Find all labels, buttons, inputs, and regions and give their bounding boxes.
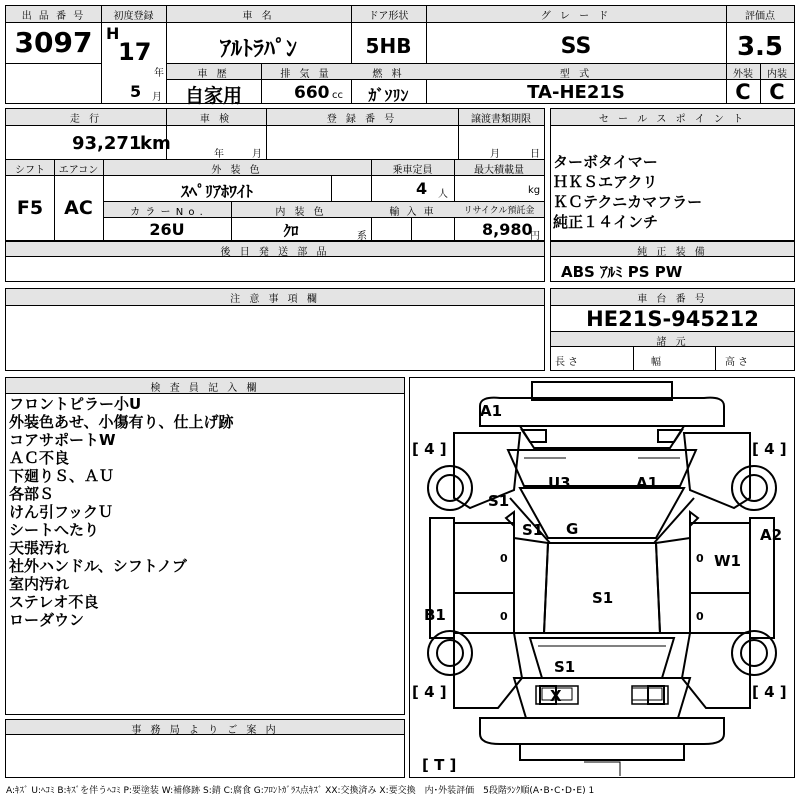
- capacity-label: 乗車定員: [392, 165, 433, 176]
- inspection-year-unit: 年: [214, 149, 224, 160]
- tire-tread-front-right: [ 4 ]: [752, 440, 787, 458]
- rear-panel-shape: [480, 718, 724, 744]
- recycle-label: リサイクル預託金: [463, 206, 535, 216]
- fuel-value: ｶﾞｿﾘﾝ: [368, 86, 409, 105]
- fuel-label: 燃 料: [372, 69, 405, 80]
- notes-box: [5, 288, 545, 371]
- hood-front-shape: [480, 398, 724, 426]
- damage-s1-roof: S1: [592, 589, 614, 607]
- recycle-value: 8,980: [482, 220, 533, 239]
- inspector-note-item: 下廻りＳ、ＡＵ: [9, 467, 115, 485]
- inspection-label: 車 検: [199, 114, 233, 125]
- damage-zero-left-door: 0: [500, 552, 508, 565]
- interior-color-value: ｸﾛ: [283, 222, 299, 240]
- kg-unit: kg: [528, 185, 541, 196]
- max-load-label: 最大積載量: [474, 165, 524, 176]
- capacity-value: 4: [416, 179, 428, 198]
- front-right-wheel-shape: [732, 466, 776, 510]
- inspector-note-item: 外装色あせ、小傷有り、仕上げ跡: [9, 413, 234, 431]
- damage-diagram-box: [409, 377, 795, 778]
- later-parts-box: [5, 241, 545, 282]
- damage-zero-right-rear: 0: [696, 610, 704, 623]
- car-name-label: 車 名: [242, 11, 275, 22]
- genuine-equipment-label: 純 正 装 備: [637, 247, 708, 258]
- specs-label: 諸 元: [656, 337, 689, 348]
- rear-bumper-shape: [520, 744, 684, 760]
- sales-point-item: ＨＫＳエアクリ: [553, 173, 658, 191]
- inspector-note-item: ローダウン: [9, 611, 85, 629]
- car-name: ｱﾙﾄﾗﾊﾟﾝ: [219, 37, 297, 62]
- month-unit: 月: [152, 92, 162, 103]
- tire-tread-rear-left: [ 4 ]: [412, 683, 447, 701]
- transfer-deadline-label: 譲渡書類期限: [471, 114, 531, 125]
- inspector-note-item: 社外ハンドル、シフトノブ: [9, 557, 187, 575]
- office-notice-box: [5, 719, 405, 778]
- damage-a2-right-fender: A2: [760, 526, 783, 544]
- inspection-month-unit: 月: [252, 149, 262, 160]
- car-history-value: 自家用: [184, 85, 242, 107]
- interior-label: 内装: [767, 69, 787, 80]
- model-code-label: 型 式: [559, 69, 593, 80]
- inspector-notes-list: [9, 395, 234, 629]
- reg-month: 5: [130, 82, 142, 101]
- car-history-label: 車 歴: [197, 69, 230, 80]
- transfer-day-unit: 日: [530, 149, 540, 160]
- exterior-grade: C: [735, 80, 751, 104]
- inspector-note-item: ＡＣ不良: [9, 449, 70, 467]
- score-value: 3.5: [736, 32, 784, 62]
- persons-unit: 人: [438, 189, 448, 200]
- notes-label: 注 意 事 項 欄: [230, 294, 320, 305]
- inspector-note-item: けん引フックＵ: [9, 503, 113, 521]
- lot-number: 3097: [14, 26, 93, 59]
- damage-s1-trunk: S1: [554, 658, 576, 676]
- first-reg-label: 初度登録: [113, 11, 154, 22]
- transfer-month-unit: 月: [490, 149, 500, 160]
- grade-value: SS: [560, 34, 592, 59]
- cabin-shape: [520, 488, 684, 538]
- series-unit: 系: [357, 231, 367, 242]
- score-label: 評価点: [745, 11, 775, 22]
- chassis-no-value: HE21S-945212: [586, 307, 759, 331]
- aircon-value: AC: [64, 197, 93, 219]
- rear-window-shape: [530, 638, 674, 678]
- aircon-label: エアコン: [58, 165, 99, 176]
- damage-a1-cabin: A1: [636, 474, 659, 492]
- later-parts-label: 後 日 発 送 部 品: [220, 247, 330, 258]
- damage-x-rear-bumper: X: [550, 687, 562, 705]
- sales-points-list: [553, 153, 702, 231]
- chassis-box: [550, 288, 795, 371]
- damage-s1-pillar: S1: [522, 521, 544, 539]
- sales-point-item: 純正１４インチ: [553, 213, 659, 231]
- yen-unit: 円: [530, 231, 540, 242]
- inspector-note-item: 各部Ｓ: [9, 485, 55, 503]
- car-diagram: [410, 378, 794, 777]
- inspector-notes-label: 検 査 員 記 入 欄: [150, 383, 260, 394]
- interior-grade: C: [769, 80, 785, 104]
- color-no-value: 26U: [149, 220, 185, 239]
- sales-points-label: セ ー ル ス ポ イ ン ト: [598, 114, 747, 125]
- vehicle-detail-box: [5, 108, 545, 241]
- windshield-shape: [508, 450, 696, 486]
- inspector-note-item: 室内汚れ: [9, 575, 70, 593]
- model-code: TA-HE21S: [527, 82, 625, 103]
- inspector-note-item: コアサポートW: [9, 431, 116, 449]
- roof-shape: [544, 543, 660, 633]
- grade-label: グ レ ー ド: [540, 11, 612, 22]
- sales-point-item: ＫＣテクニカマフラー: [553, 193, 703, 211]
- tire-tread-rear-right: [ 4 ]: [752, 683, 787, 701]
- exterior-color-value: ｽﾍﾟﾘｱﾎﾜｲﾄ: [180, 182, 253, 201]
- lot-no-label: 出 品 番 号: [21, 11, 86, 22]
- tire-tread-front-left: [ 4 ]: [412, 440, 447, 458]
- tire-tread-spare: [ T ]: [422, 756, 457, 774]
- height-label: 高 さ: [725, 357, 749, 368]
- damage-u3-windshield: U3: [548, 474, 571, 492]
- damage-g-glass: G: [566, 520, 579, 538]
- mileage-value: 93,271: [72, 133, 142, 154]
- color-no-label: カ ラ ー N o .: [130, 207, 204, 218]
- damage-w1-right-door: W1: [714, 552, 741, 570]
- interior-color-label: 内 装 色: [275, 207, 327, 218]
- year-unit: 年: [154, 68, 164, 79]
- mileage-unit: km: [140, 133, 171, 154]
- door-type: 5HB: [365, 34, 412, 58]
- registration-no-label: 登 録 番 号: [326, 114, 398, 125]
- vehicle-summary-box: [5, 5, 795, 107]
- inspector-note-item: ステレオ不良: [9, 593, 99, 611]
- exterior-label: 外装: [733, 69, 753, 80]
- damage-s1-left-fender: S1: [488, 492, 510, 510]
- sales-points-box: [550, 108, 795, 241]
- mileage-label: 走 行: [69, 114, 103, 125]
- genuine-equipment-value: ABS ｱﾙﾐ PS PW: [561, 263, 683, 281]
- genuine-equipment-box: [550, 241, 795, 282]
- import-label: 輸 入 車: [389, 207, 436, 218]
- door-type-label: ドア形状: [368, 11, 409, 22]
- inspector-note-item: シートへたり: [9, 521, 100, 539]
- displacement-value: 660: [294, 83, 330, 103]
- width-label: 幅: [651, 357, 661, 368]
- displacement-label: 排 気 量: [280, 69, 332, 80]
- legend-text: A:ｷｽﾞ U:ﾍｺﾐ B:ｷｽﾞを伴うﾍｺﾐ P:要塗装 W:補修跡 S:錆 C:腐食 G:ﾌﾛﾝﾄｶﾞﾗｽ点ｷｽﾞ XX:交換済み X:要交換 内･外装評価 5段階ﾗﾝｸ順(A･B･C･D･E) 1: [6, 786, 595, 796]
- era-letter: H: [106, 24, 120, 43]
- cc-unit: cc: [332, 90, 343, 101]
- reg-year: 17: [118, 38, 152, 66]
- damage-b1-left-rear: B1: [424, 606, 446, 624]
- length-label: 長 さ: [555, 357, 579, 368]
- chassis-no-label: 車 台 番 号: [637, 294, 708, 305]
- damage-zero-left-rear: 0: [500, 610, 508, 623]
- exterior-color-label: 外 装 色: [211, 165, 263, 176]
- damage-a1-front-bumper: A1: [480, 402, 503, 420]
- shift-value: F5: [16, 197, 44, 219]
- inspector-notes-box: [5, 377, 405, 715]
- office-notice-label: 事 務 局 よ り ご 案 内: [131, 725, 279, 736]
- inspector-note-item: 天張汚れ: [9, 539, 70, 557]
- inspector-note-item: フロントピラー小U: [9, 395, 142, 413]
- shift-label: シフト: [15, 165, 45, 176]
- sales-point-item: ターボタイマー: [553, 153, 658, 171]
- front-left-wheel-shape: [428, 466, 472, 510]
- damage-zero-right-door: 0: [696, 552, 704, 565]
